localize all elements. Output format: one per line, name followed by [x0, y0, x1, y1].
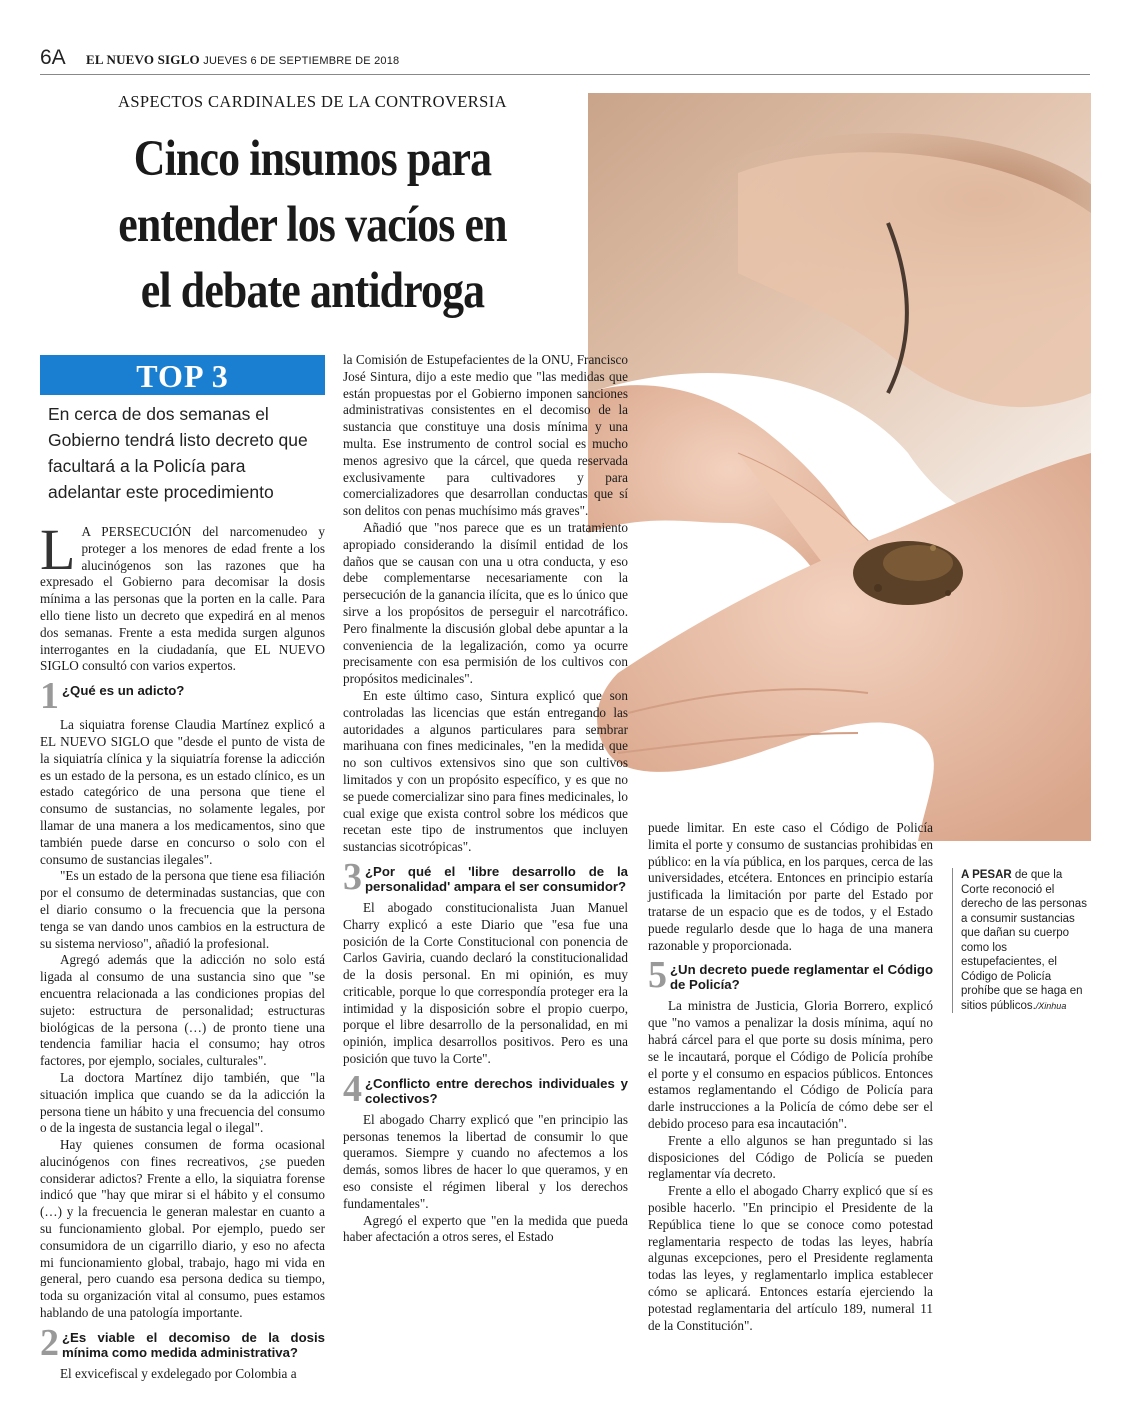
issue-date: JUEVES 6 DE SEPTIEMBRE DE 2018	[203, 55, 400, 67]
standfirst: En cerca de dos semanas el Gobierno tendrá listo decreto que facultará a la Policía para adelantar este procedimiento	[48, 404, 308, 502]
masthead	[86, 52, 399, 68]
paragraph: puede limitar. En este caso el Código de Policía limita el porte y consumo de sustancias prohibidas en público: en la vía pública, en los parques, cerca de las universidades, etcétera. Entonces en principio estaría justificada la limitación por parte del Estado por tratarse de un espacio que es de todos, y el Estado puede regularlo desde que lo haga de una manera razonable y proporcionada.	[648, 820, 933, 953]
question-title: ¿Un decreto puede reglamentar el Código de Policía?	[670, 962, 933, 993]
hands-illustration	[588, 93, 1091, 841]
kicker: ASPECTOS CARDINALES DE LA CONTROVERSIA	[118, 92, 507, 111]
question-5	[648, 954, 933, 997]
question-1	[40, 675, 325, 718]
paragraph: Agregó el experto que "en la medida que pueda haber afectación a otros seres, el Estado	[343, 1212, 628, 1245]
paper-name: EL NUEVO SIGLO	[86, 52, 200, 67]
column-1	[40, 517, 325, 1383]
headline-line-1: Cinco insumos para	[133, 131, 492, 187]
column-3	[648, 820, 933, 1334]
header-rule	[40, 74, 1090, 75]
question-number: 3	[343, 855, 362, 898]
paragraph: El exvicefiscal y exdelegado por Colombia a	[60, 1365, 297, 1381]
paragraph: La ministra de Justicia, Gloria Borrero, explicó que "no vamos a penalizar la dosis mínima, aquí no habrá cárcel para el que porte su dosis mínima, pero se le incautará, porque el Código de Policía prohíbe el porte y el consumo en espacios públicos. Entonces estamos reglamentando el Código de Policía para darle instrucciones a la Policía de cómo debe ser el debido proceso para esa incautación".	[648, 998, 933, 1131]
paragraph: Frente a ello algunos se han preguntado si las disposiciones del Código de Policía se pueden reglamentar vía decreto.	[648, 1132, 933, 1182]
paragraph: "Es un estado de la persona que tiene esa filiación por el consumo de determinadas sustancias, que con el diario consumo o la frecuencia que la persona tenga se van dando unos cambios en la estructura de su sistema nervioso", añadió la profesional.	[40, 868, 325, 951]
caption-lead: A PESAR	[961, 869, 1012, 881]
article-photo	[588, 93, 1091, 841]
headline-line-3: el debate antidroga	[140, 263, 485, 319]
question-title: ¿Qué es un adicto?	[62, 683, 185, 699]
question-title: ¿Es viable el decomiso de la dosis mínima como medida administrativa?	[62, 1329, 325, 1360]
paragraph: El abogado Charry explicó que "en principio las personas tenemos la libertad de consumir lo que queramos. Siempre y cuando no afectemos a los demás, somos libres de hacer lo que queramos, y en eso consiste el régimen liberal y los derechos fundamentales".	[343, 1111, 628, 1211]
question-3	[343, 855, 628, 898]
page-number: 6A	[40, 46, 66, 69]
question-2	[40, 1321, 325, 1364]
question-number: 2	[40, 1321, 59, 1364]
question-number: 4	[343, 1067, 362, 1110]
question-number: 5	[648, 954, 667, 997]
caption-text: de que la Corte reconoció el derecho de las personas a consumir sustancias que dañan su cuerpo como los estupefacientes, el Código de Policía prohíbe que se haga en sitios públicos.	[961, 869, 1087, 1012]
headline	[78, 126, 547, 324]
paragraph: Añadió que "nos parece que es un tratamiento apropiado considerando la disímil entidad de los daños que se causan con una u otra conducta, y eso debe complementarse necesariamente con la persecución de la ganancia ilícita, que es lo único que sirve a los propósitos de perseguir el narcotráfico. Pero finalmente la discusión global debe apuntar a la conveniencia de la legalización, como ya ocurre precisamente con esa permisión de los cultivos con propósitos medicinales".	[343, 519, 628, 687]
top3-box: TOP 3	[40, 355, 325, 395]
paragraph: La siquiatra forense Claudia Martínez explicó a EL NUEVO SIGLO que "desde el punto de vista de la siquiatría clínica y la siquiatría forense la adicción es un estado de la persona, es un estado clínico, es un estado categórico de una persona que tiene el consumo de sustancias, no solamente legales, por llamar de una manera a los medicamentos, sino que también puede darse en concurso o solo con el consumo de sustancias ilegales".	[40, 717, 325, 867]
paragraph: La doctora Martínez dijo también, que "la situación implica que cuando se da la adicción la persona tiene un hábito y una frecuencia del consumo o de la ingesta de sustancia legal o ilegal".	[40, 1069, 325, 1136]
question-title: ¿Conflicto entre derechos individuales y colectivos?	[365, 1075, 628, 1106]
column-2	[343, 352, 628, 1246]
photo-credit: /Xinhua	[1035, 1000, 1067, 1011]
intro-paragraph	[40, 517, 325, 675]
paragraph: Agregó además que la adicción no solo está ligada al consumo de una sustancia sino que "se encuentra relacionada a las condiciones propias del sujeto: estructura de personalidad; estructuras biológicas de la persona (…) de pronto tiene una tendencia familiar hacia el consumo; hay otros factores, por ejemplo, sociales, culturales".	[40, 952, 325, 1069]
paragraph: la Comisión de Estupefacientes de la ONU, Francisco José Sintura, dijo a este medio que "las medidas que están propuestas por el Gobierno imponen sanciones administrativas consistentes en el decomiso de la sustancia que constituye una dosis mínima y una multa. Ese instrumento de control social es mucho menos agresivo que la cárcel, que queda reservada exclusivamente para cultivadores y para comercializadores que desarrollan conductas que sí son delitos con penas muchísimo más graves".	[343, 352, 628, 519]
question-number: 1	[40, 675, 59, 718]
paragraph: Frente a ello el abogado Charry explicó que sí es posible hacerlo. "En principio el Presidente de la República tiene lo que se conoce como potestad reglamentaria respecto de todas las leyes, habría algunas excepciones, pero el Presidente reglamenta todas las leyes, y reglamentarlo implica establecer cómo se aplicará. Entonces estaría ejerciendo la potestad reglamentaria del artículo 189, numeral 11 de la Constitución".	[648, 1183, 933, 1333]
lead-caps: A PERSECUCIÓN	[81, 524, 192, 539]
intro-text: del narcomenudeo y proteger a los menores de edad frente a los alucinógenos son las razones que ha expresado el Gobierno para decomisar la dosis mínima a las personas que la porten en la calle. Para ello tiene listo un decreto que expedirá en al menos dos semanas. Frente a esta medida surgen algunos interrogantes en la ciudadanía, que EL NUEVO SIGLO consultó con varios expertos.	[40, 524, 325, 674]
dropcap: L	[40, 517, 76, 582]
headline-line-2: entender los vacíos en	[118, 197, 507, 253]
question-title: ¿Por qué el 'libre desarrollo de la personalidad' ampara el ser consumidor?	[365, 863, 628, 894]
photo-caption	[952, 868, 1093, 1013]
paragraph: El abogado constitucionalista Juan Manuel Charry explicó a este Diario que "esa fue una posición de la Corte Constitucional con ponencia de Carlos Gaviria, cuando declaró la constitucionalidad de la dosis personal. En mi opinión, es muy criticable, porque lo que correspondía proteger era la intimidad y la disposición sobre el propio cuerpo, porque el libre desarrollo de la personalidad, en mi opinión, implica desarrollos positivos. Pero es una posición que tuvo la Corte".	[343, 899, 628, 1067]
question-4	[343, 1067, 628, 1110]
paragraph: En este último caso, Sintura explicó que son controladas las licencias que están entregando las autoridades a algunos particulares para sembrar marihuana con fines medicinales, "en la medida que no son cultivos extensivos sino que son cultivos limitados y con un propósito específico, y es que no se puede comercializar sino para fines medicinales, lo cual exige que exista control sobre los médicos que recetan este tipo de instrumentos que incluyen sustancias sicotrópicas".	[343, 687, 628, 855]
paragraph: Hay quienes consumen de forma ocasional alucinógenos con fines recreativos, ¿se pueden considerar adictos? Frente a ello, la siquiatra forense indicó que "hay que mirar si el hábito y el consumo (…) y la frecuencia le generan malestar en cuanto a su funcionamiento global. Por ejemplo, puedo ser consumidora de un cigarrillo diario, y eso no afecta mi funcionamiento global, trabajo, hago mi vida en general, pero cuando esa persona dedica su tiempo, toda su organización vital al consumo, pues estamos hablando de una patología importante.	[40, 1137, 325, 1321]
